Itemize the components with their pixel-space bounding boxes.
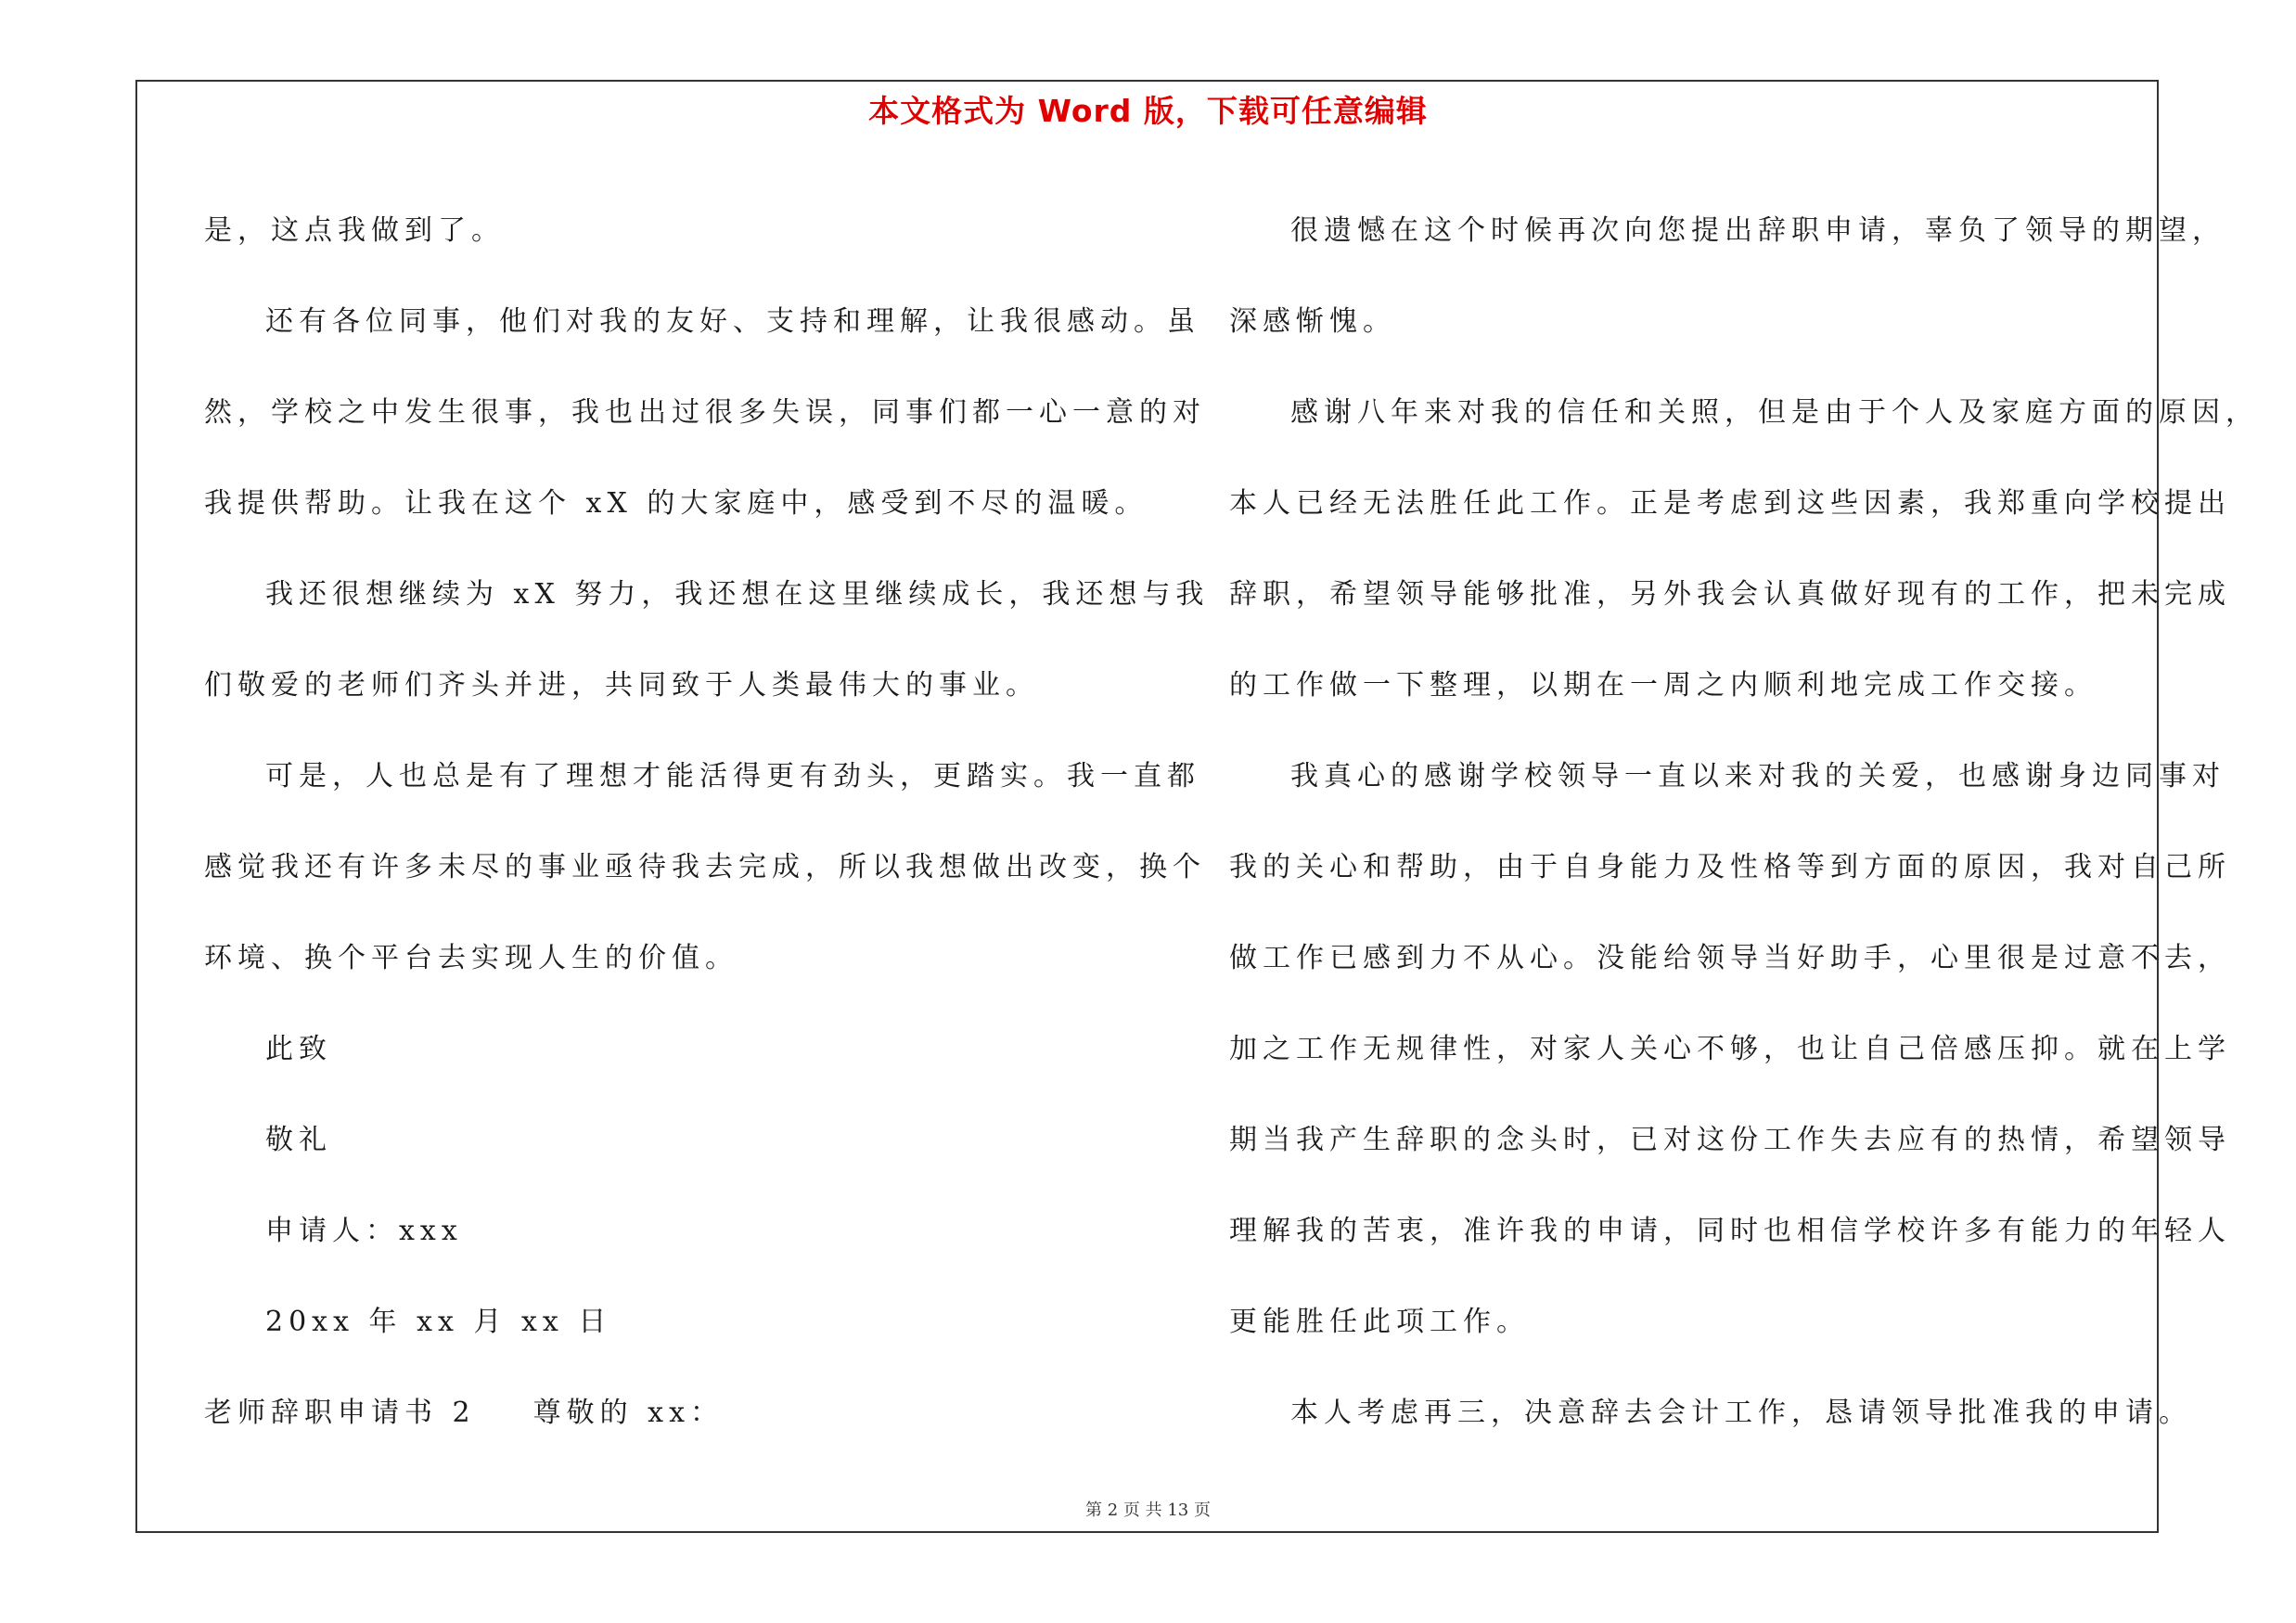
next-letter-salutation: 尊敬的 xx： [532, 1397, 724, 1429]
paragraph-line: 本人已经无法胜任此工作。正是考虑到这些因素，我郑重向学校提出 [1229, 487, 2231, 520]
paragraph-line: 本人考虑再三，决意辞去会计工作，恳请领导批准我的申请。 [1290, 1397, 2192, 1429]
paragraph-line: 更能胜任此项工作。 [1229, 1306, 1530, 1338]
applicant-line: 申请人：xxx [265, 1215, 463, 1247]
left-column [204, 186, 1210, 1459]
paragraph-line: 加之工作无规律性，对家人关心不够，也让自己倍感压抑。就在上学 [1229, 1033, 2231, 1065]
paragraph-line: 感觉我还有许多未尽的事业亟待我去完成，所以我想做出改变，换个 [204, 851, 1206, 883]
paragraph-line: 感谢八年来对我的信任和关照，但是由于个人及家庭方面的原因， [1290, 396, 2259, 429]
paragraph-line: 环境、换个平台去实现人生的价值。 [204, 942, 738, 974]
paragraph-line: 深感惭愧。 [1229, 305, 1396, 338]
paragraph-line: 是，这点我做到了。 [204, 214, 505, 247]
paragraph-line: 我的关心和帮助，由于自身能力及性格等到方面的原因，我对自己所 [1229, 851, 2231, 883]
paragraph-line: 然，学校之中发生很事，我也出过很多失误，同事们都一心一意的对 [204, 396, 1206, 429]
paragraph-line: 做工作已感到力不从心。没能给领导当好助手，心里很是过意不去， [1229, 942, 2231, 974]
paragraph-line: 很遗憾在这个时候再次向您提出辞职申请，辜负了领导的期望， [1290, 214, 2225, 247]
paragraph-line: 辞职，希望领导能够批准，另外我会认真做好现有的工作，把未完成 [1229, 578, 2231, 611]
next-letter-heading [204, 1368, 1132, 1459]
closing-line: 敬礼 [265, 1124, 332, 1156]
paragraph-line: 的工作做一下整理，以期在一周之内顺利地完成工作交接。 [1229, 669, 2097, 702]
page-number: 第 2 页 共 13 页 [1085, 1501, 1211, 1520]
right-column [1229, 186, 2259, 1459]
date-line: 20xx 年 xx 月 xx 日 [265, 1306, 612, 1338]
paragraph-line: 我提供帮助。让我在这个 xX 的大家庭中，感受到不尽的温暖。 [204, 487, 1148, 520]
paragraph-line: 我真心的感谢学校领导一直以来对我的关爱，也感谢身边同事对 [1290, 760, 2225, 792]
paragraph-line: 们敬爱的老师们齐头并进，共同致于人类最伟大的事业。 [204, 669, 1039, 702]
paragraph-line: 可是，人也总是有了理想才能活得更有劲头，更踏实。我一直都 [265, 760, 1200, 792]
paragraph-line: 我还很想继续为 xX 努力，我还想在这里继续成长，我还想与我 [265, 578, 1210, 611]
document-banner: 本文格式为 Word 版，下载可任意编辑 [868, 93, 1428, 129]
next-letter-title: 老师辞职申请书 2 [204, 1397, 476, 1429]
closing-line: 此致 [265, 1033, 332, 1065]
paragraph-line: 理解我的苦衷，准许我的申请，同时也相信学校许多有能力的年轻人 [1229, 1215, 2231, 1247]
paragraph-line: 还有各位同事，他们对我的友好、支持和理解，让我很感动。虽 [265, 305, 1200, 338]
paragraph-line: 期当我产生辞职的念头时，已对这份工作失去应有的热情，希望领导 [1229, 1124, 2231, 1156]
